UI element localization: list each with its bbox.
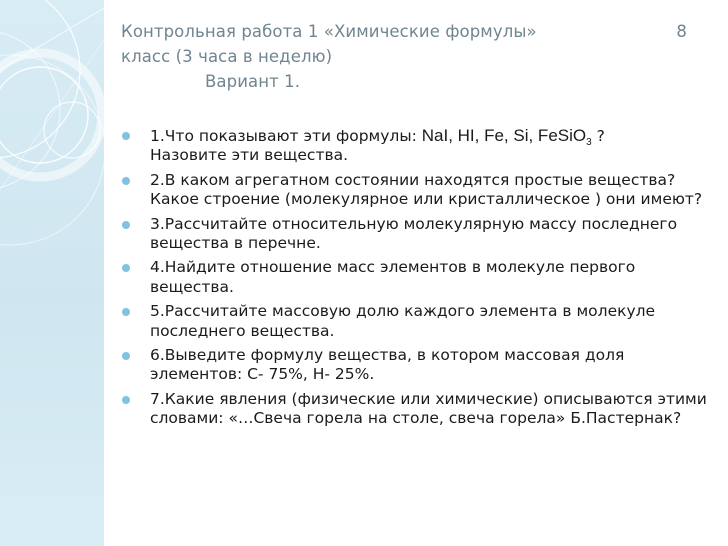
bullet-icon xyxy=(122,264,130,272)
question-1-prefix: 1.Что показывают эти формулы: xyxy=(150,127,422,145)
slide-title xyxy=(121,19,689,94)
formula-main: NaI, HI, Fe, Si, FeSiO xyxy=(421,126,587,145)
bullet-icon xyxy=(122,132,130,140)
title-line-1: Контрольная работа 1 «Химические формулы» xyxy=(121,22,537,41)
question-7-text: 7.Какие явления (физические или химические) описываются этими словами: «…Свеча горела на столе, свеча горела» Б.Пастернак? xyxy=(150,389,707,428)
question-2-text: 2.В каком агрегатном состоянии находятся простые вещества? Какое строение (молекулярное или кристаллическое ) они имеют? xyxy=(150,170,703,209)
question-4-text: 4.Найдите отношение масс элементов в молекуле первого вещества. xyxy=(150,258,636,296)
title-grade-number: 8 xyxy=(676,22,687,41)
bullet-icon xyxy=(122,177,130,185)
question-1-formula xyxy=(421,126,592,148)
list-item xyxy=(122,346,714,385)
bullet-icon xyxy=(122,352,130,360)
bullet-icon xyxy=(122,396,130,404)
question-list xyxy=(122,126,714,434)
decorative-sidebar xyxy=(0,0,104,546)
title-line-2: класс (3 часа в неделю) xyxy=(121,47,333,66)
list-item xyxy=(122,215,714,254)
question-1-suffix: ? xyxy=(591,127,605,145)
formula-subscript: 3 xyxy=(586,137,592,148)
list-item xyxy=(122,126,714,166)
list-item xyxy=(122,258,714,297)
question-6-text: 6.Выведите формулу вещества, в котором массовая доля элементов: С- 75%, Н- 25%. xyxy=(150,346,625,384)
title-variant: Вариант 1. xyxy=(205,72,301,91)
list-item xyxy=(122,390,714,429)
question-5-text: 5.Рассчитайте массовую долю каждого элемента в молекуле последнего вещества. xyxy=(150,302,656,340)
list-item xyxy=(122,171,714,210)
question-1-rest: Назовите эти вещества. xyxy=(150,146,349,165)
bullet-icon xyxy=(122,221,130,229)
list-item xyxy=(122,302,714,341)
question-3-text: 3.Рассчитайте относительную молекулярную массу последнего вещества в перечне. xyxy=(150,214,678,253)
bullet-icon xyxy=(122,308,130,316)
decorative-circles xyxy=(0,0,104,546)
